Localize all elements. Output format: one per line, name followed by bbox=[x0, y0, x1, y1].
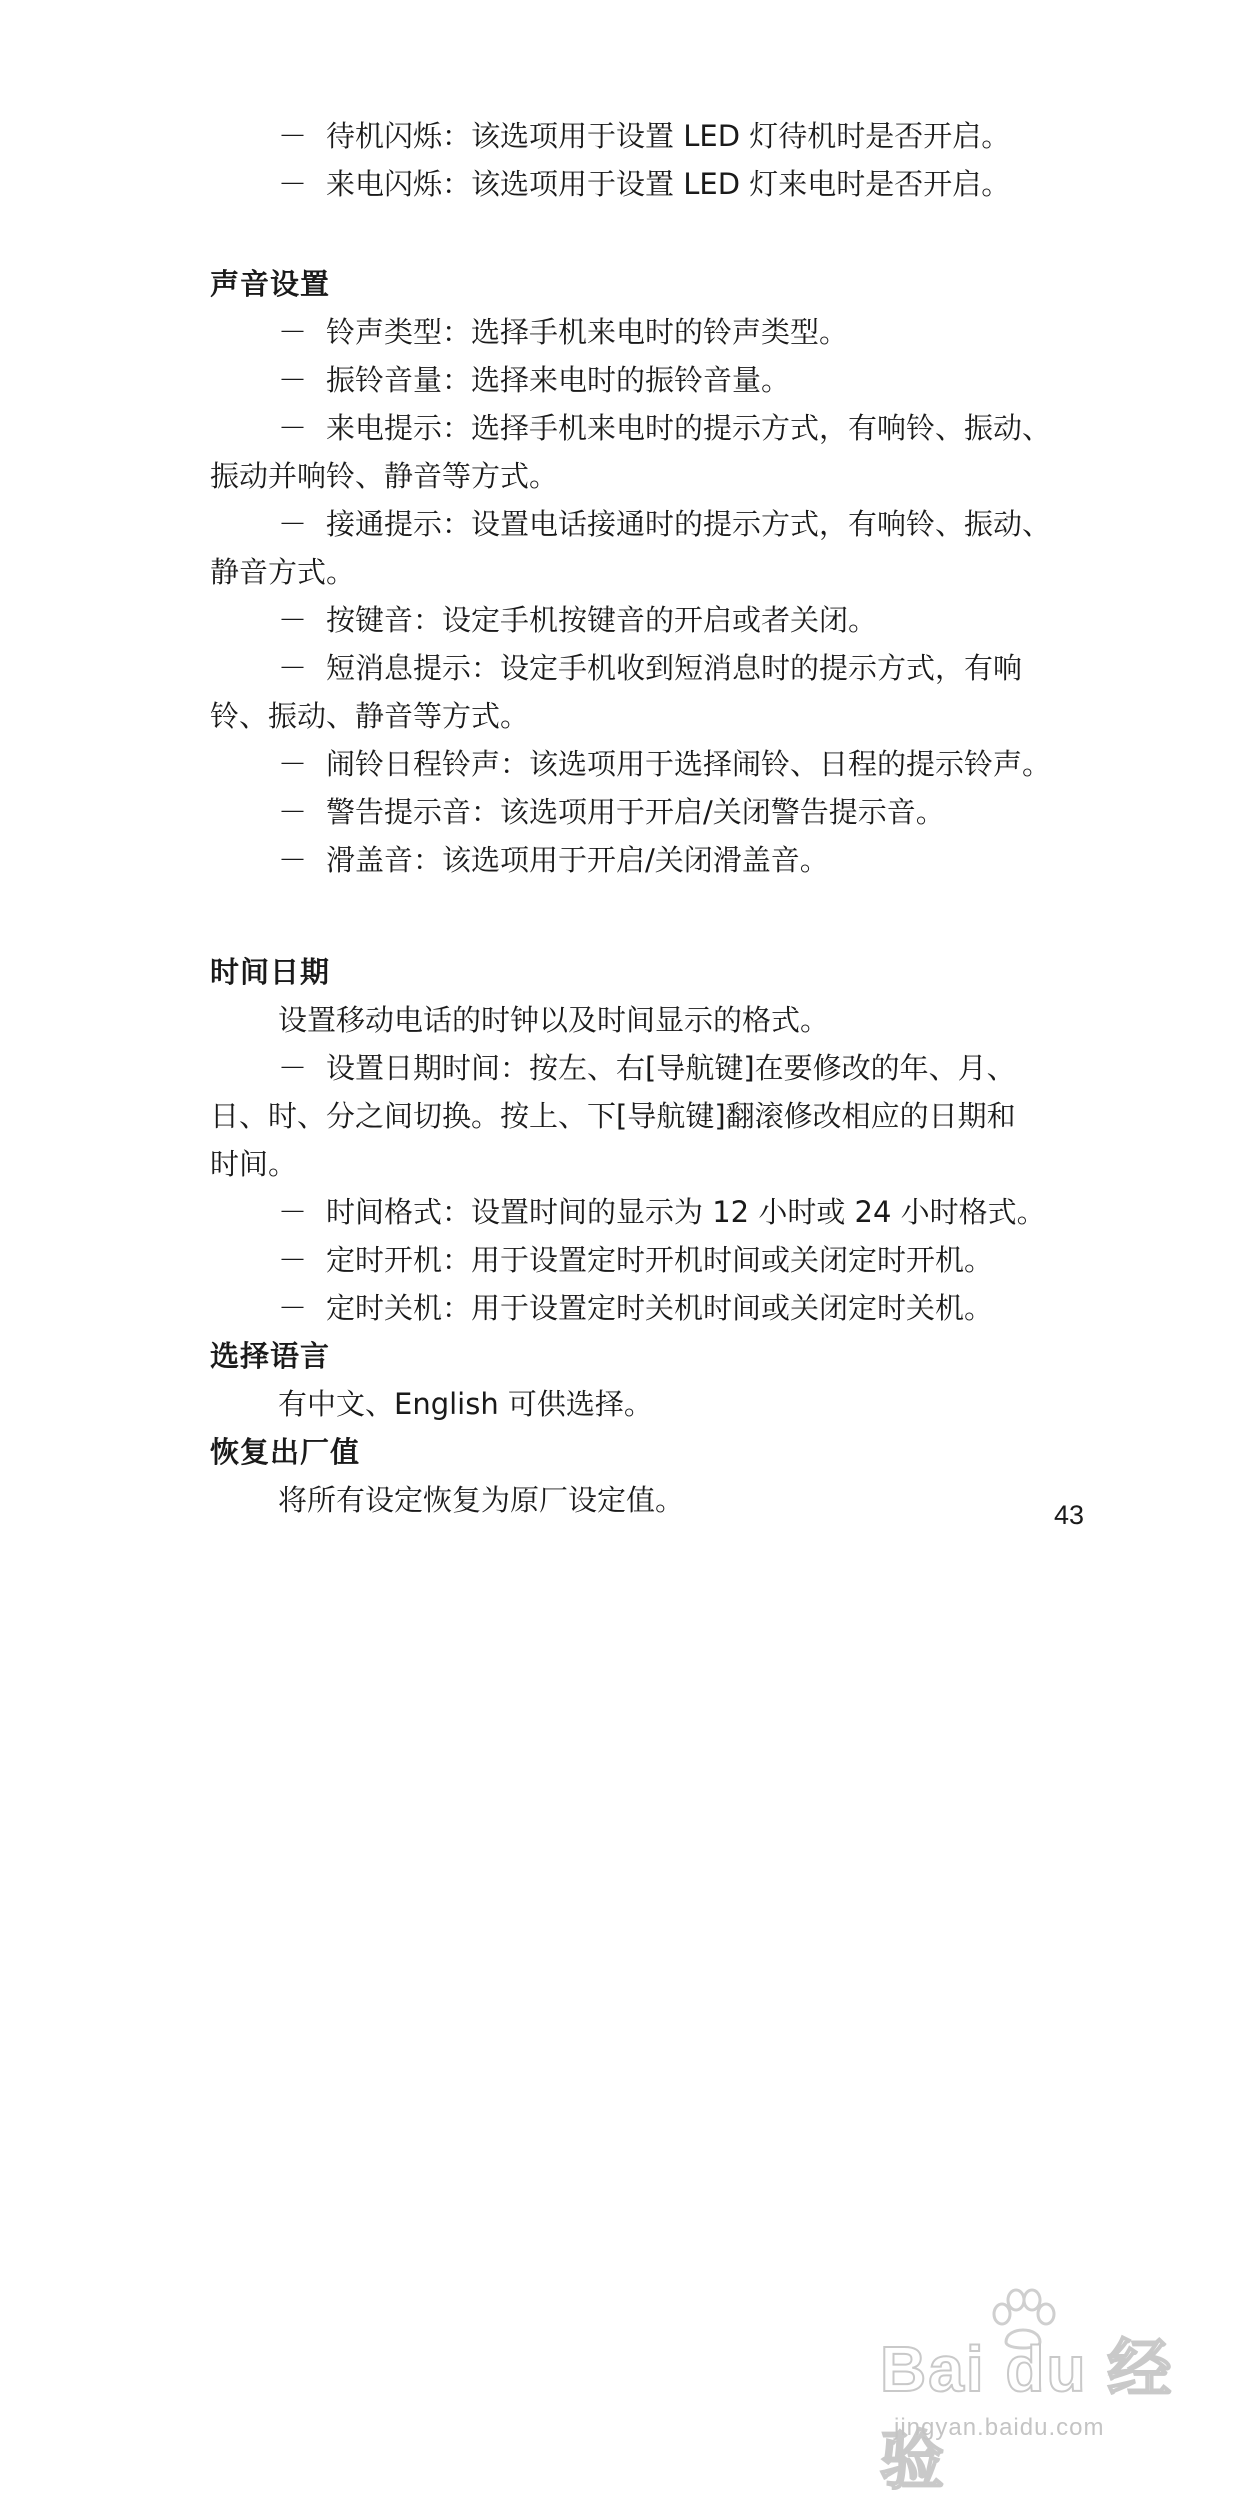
item-sms-alert-cont: 铃、振动、静音等方式。 bbox=[210, 699, 530, 733]
dash-bullet: － bbox=[278, 795, 308, 829]
dash-bullet: － bbox=[278, 1291, 308, 1325]
reset-description: 将所有设定恢复为原厂设定值。 bbox=[278, 1483, 685, 1517]
dash-bullet: － bbox=[278, 1195, 308, 1229]
watermark-logo: Bai du 经验 bbox=[880, 2333, 1174, 2497]
dash-bullet: － bbox=[278, 119, 308, 153]
item-time-format: － 时间格式：设置时间的显示为 12 小时或 24 小时格式。 bbox=[210, 1188, 1110, 1236]
dash-bullet: － bbox=[278, 363, 308, 397]
dash-bullet: － bbox=[278, 507, 308, 541]
item-alarm-ringtone: － 闹铃日程铃声：该选项用于选择闹铃、日程的提示铃声。 bbox=[210, 740, 1110, 788]
item-set-datetime: － 设置日期时间：按左、右[导航键]在要修改的年、月、 bbox=[210, 1044, 1110, 1092]
item-incoming-alert-cont: 振动并响铃、静音等方式。 bbox=[210, 459, 559, 493]
item-slide-tone: － 滑盖音：该选项用于开启/关闭滑盖音。 bbox=[210, 836, 1110, 884]
item-ringtone-type: － 铃声类型：选择手机来电时的铃声类型。 bbox=[210, 308, 1110, 356]
item-set-datetime-cont: 日、时、分之间切换。按上、下[导航键]翻滚修改相应的日期和 bbox=[210, 1099, 1016, 1133]
section-heading-time: 时间日期 bbox=[210, 955, 331, 989]
item-standby-flash: － 待机闪烁：该选项用于设置 LED 灯待机时是否开启。 bbox=[210, 112, 1110, 160]
item-auto-power-off: － 定时关机：用于设置定时关机时间或关闭定时关机。 bbox=[210, 1284, 1110, 1332]
item-set-datetime-cont2: 时间。 bbox=[210, 1147, 298, 1181]
dash-bullet: － bbox=[278, 411, 308, 445]
dash-bullet: － bbox=[278, 315, 308, 349]
item-auto-power-on: － 定时开机：用于设置定时开机时间或关闭定时开机。 bbox=[210, 1236, 1110, 1284]
watermark-url: jingyan.baidu.com bbox=[894, 2414, 1105, 2441]
baidu-watermark bbox=[880, 2318, 1210, 2497]
dash-bullet: － bbox=[278, 747, 308, 781]
item-warning-tone: － 警告提示音：该选项用于开启/关闭警告提示音。 bbox=[210, 788, 1110, 836]
dash-bullet: － bbox=[278, 843, 308, 877]
dash-bullet: － bbox=[278, 651, 308, 685]
section-heading-reset: 恢复出厂值 bbox=[210, 1435, 361, 1469]
item-connect-alert: － 接通提示：设置电话接通时的提示方式，有响铃、振动、 bbox=[210, 500, 1110, 548]
section-heading-language: 选择语言 bbox=[210, 1339, 331, 1373]
item-ring-volume: － 振铃音量：选择来电时的振铃音量。 bbox=[210, 356, 1110, 404]
dash-bullet: － bbox=[278, 167, 308, 201]
dash-bullet: － bbox=[278, 1051, 308, 1085]
item-key-tone: － 按键音：设定手机按键音的开启或者关闭。 bbox=[210, 596, 1110, 644]
time-intro: 设置移动电话的时钟以及时间显示的格式。 bbox=[278, 1003, 830, 1037]
page-number: 43 bbox=[1054, 1500, 1085, 1530]
dash-bullet: － bbox=[278, 1243, 308, 1277]
item-sms-alert: － 短消息提示：设定手机收到短消息时的提示方式，有响 bbox=[210, 644, 1110, 692]
language-description: 有中文、English 可供选择。 bbox=[278, 1387, 653, 1421]
item-incoming-flash: － 来电闪烁：该选项用于设置 LED 灯来电时是否开启。 bbox=[210, 160, 1110, 208]
dash-bullet: － bbox=[278, 603, 308, 637]
item-incoming-alert: － 来电提示：选择手机来电时的提示方式，有响铃、振动、 bbox=[210, 404, 1110, 452]
document-page bbox=[210, 112, 1110, 1524]
item-connect-alert-cont: 静音方式。 bbox=[210, 555, 356, 589]
section-heading-sound: 声音设置 bbox=[210, 267, 331, 301]
